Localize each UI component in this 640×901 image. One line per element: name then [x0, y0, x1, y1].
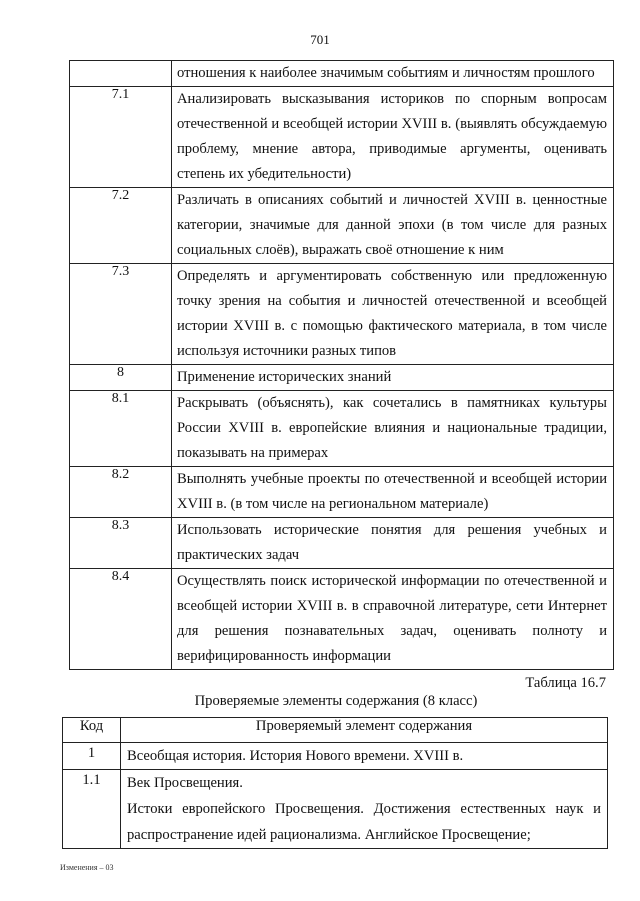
page-number: 701: [310, 32, 330, 47]
content-elements-table: [62, 717, 608, 849]
row-text: Определять и аргументировать собственную или предложенную точку зрения на события и личностей отечественной и всеобщей истории XVIII в. с помощью фактического материала, в том числе используя источники разных типов: [172, 264, 614, 365]
table-row: [63, 770, 608, 849]
row-code: 8.1: [70, 391, 172, 467]
row-code: 7.1: [70, 87, 172, 188]
table-row: [70, 188, 614, 264]
row-code: 1: [63, 743, 121, 770]
header-element: Проверяемый элемент содержания: [121, 718, 608, 743]
row-code: 8: [70, 365, 172, 391]
table-title: Проверяемые элементы содержания (8 класс): [194, 693, 478, 709]
row-text: Осуществлять поиск исторической информации по отечественной и всеобщей истории XVIII в. в справочной литературе, сети Интернет для решения познавательных задач, оценивать полноту и верифицированность информации: [172, 569, 614, 670]
row-text: Выполнять учебные проекты по отечественной и всеобщей истории XVIII в. (в том числе на региональном материале): [172, 467, 614, 518]
table-header-row: [63, 718, 608, 743]
table-label: Таблица 16.7: [525, 675, 606, 691]
row-code: 1.1: [63, 770, 121, 849]
row-text: [121, 743, 608, 770]
table-row: [70, 391, 614, 467]
table-row: [70, 518, 614, 569]
row-text: Анализировать высказывания историков по спорным вопросам отечественной и всеобщей истории XVIII в. (выявлять обсуждаемую проблему, мнение автора, приводимые аргументы, оценивать степень их убедительности): [172, 87, 614, 188]
row-text: [121, 770, 608, 849]
table-row: [70, 467, 614, 518]
competency-table: [69, 60, 614, 670]
row-text: Использовать исторические понятия для решения учебных и практических задач: [172, 518, 614, 569]
row-paragraph: Всеобщая история. История Нового времени. XVIII в.: [127, 748, 464, 764]
table-row: [70, 87, 614, 188]
table-row: [70, 61, 614, 87]
footer-note: Изменения – 03: [60, 863, 114, 872]
row-text: отношения к наиболее значимым событиям и личностям прошлого: [172, 61, 614, 87]
row-code: 7.2: [70, 188, 172, 264]
row-paragraph: Век Просвещения.: [127, 775, 243, 791]
row-text: Применение исторических знаний: [172, 365, 614, 391]
row-code: 8.4: [70, 569, 172, 670]
table-row: [63, 743, 608, 770]
row-paragraph: Истоки европейского Просвещения. Достижения естественных наук и распространение идей рационализма. Английское Просвещение;: [127, 801, 601, 843]
table-row: [70, 569, 614, 670]
table-row: [70, 365, 614, 391]
table-row: [70, 264, 614, 365]
row-text: Различать в описаниях событий и личностей XVIII в. ценностные категории, значимые для данной эпохи (в том числе для разных социальных слоёв), выражать своё отношение к ним: [172, 188, 614, 264]
row-code: [70, 61, 172, 87]
row-text: Раскрывать (объяснять), как сочетались в памятниках культуры России XVIII в. европейские влияния и национальные традиции, показывать на примерах: [172, 391, 614, 467]
row-code: 8.2: [70, 467, 172, 518]
row-code: 8.3: [70, 518, 172, 569]
row-code: 7.3: [70, 264, 172, 365]
header-code: Код: [63, 718, 121, 743]
